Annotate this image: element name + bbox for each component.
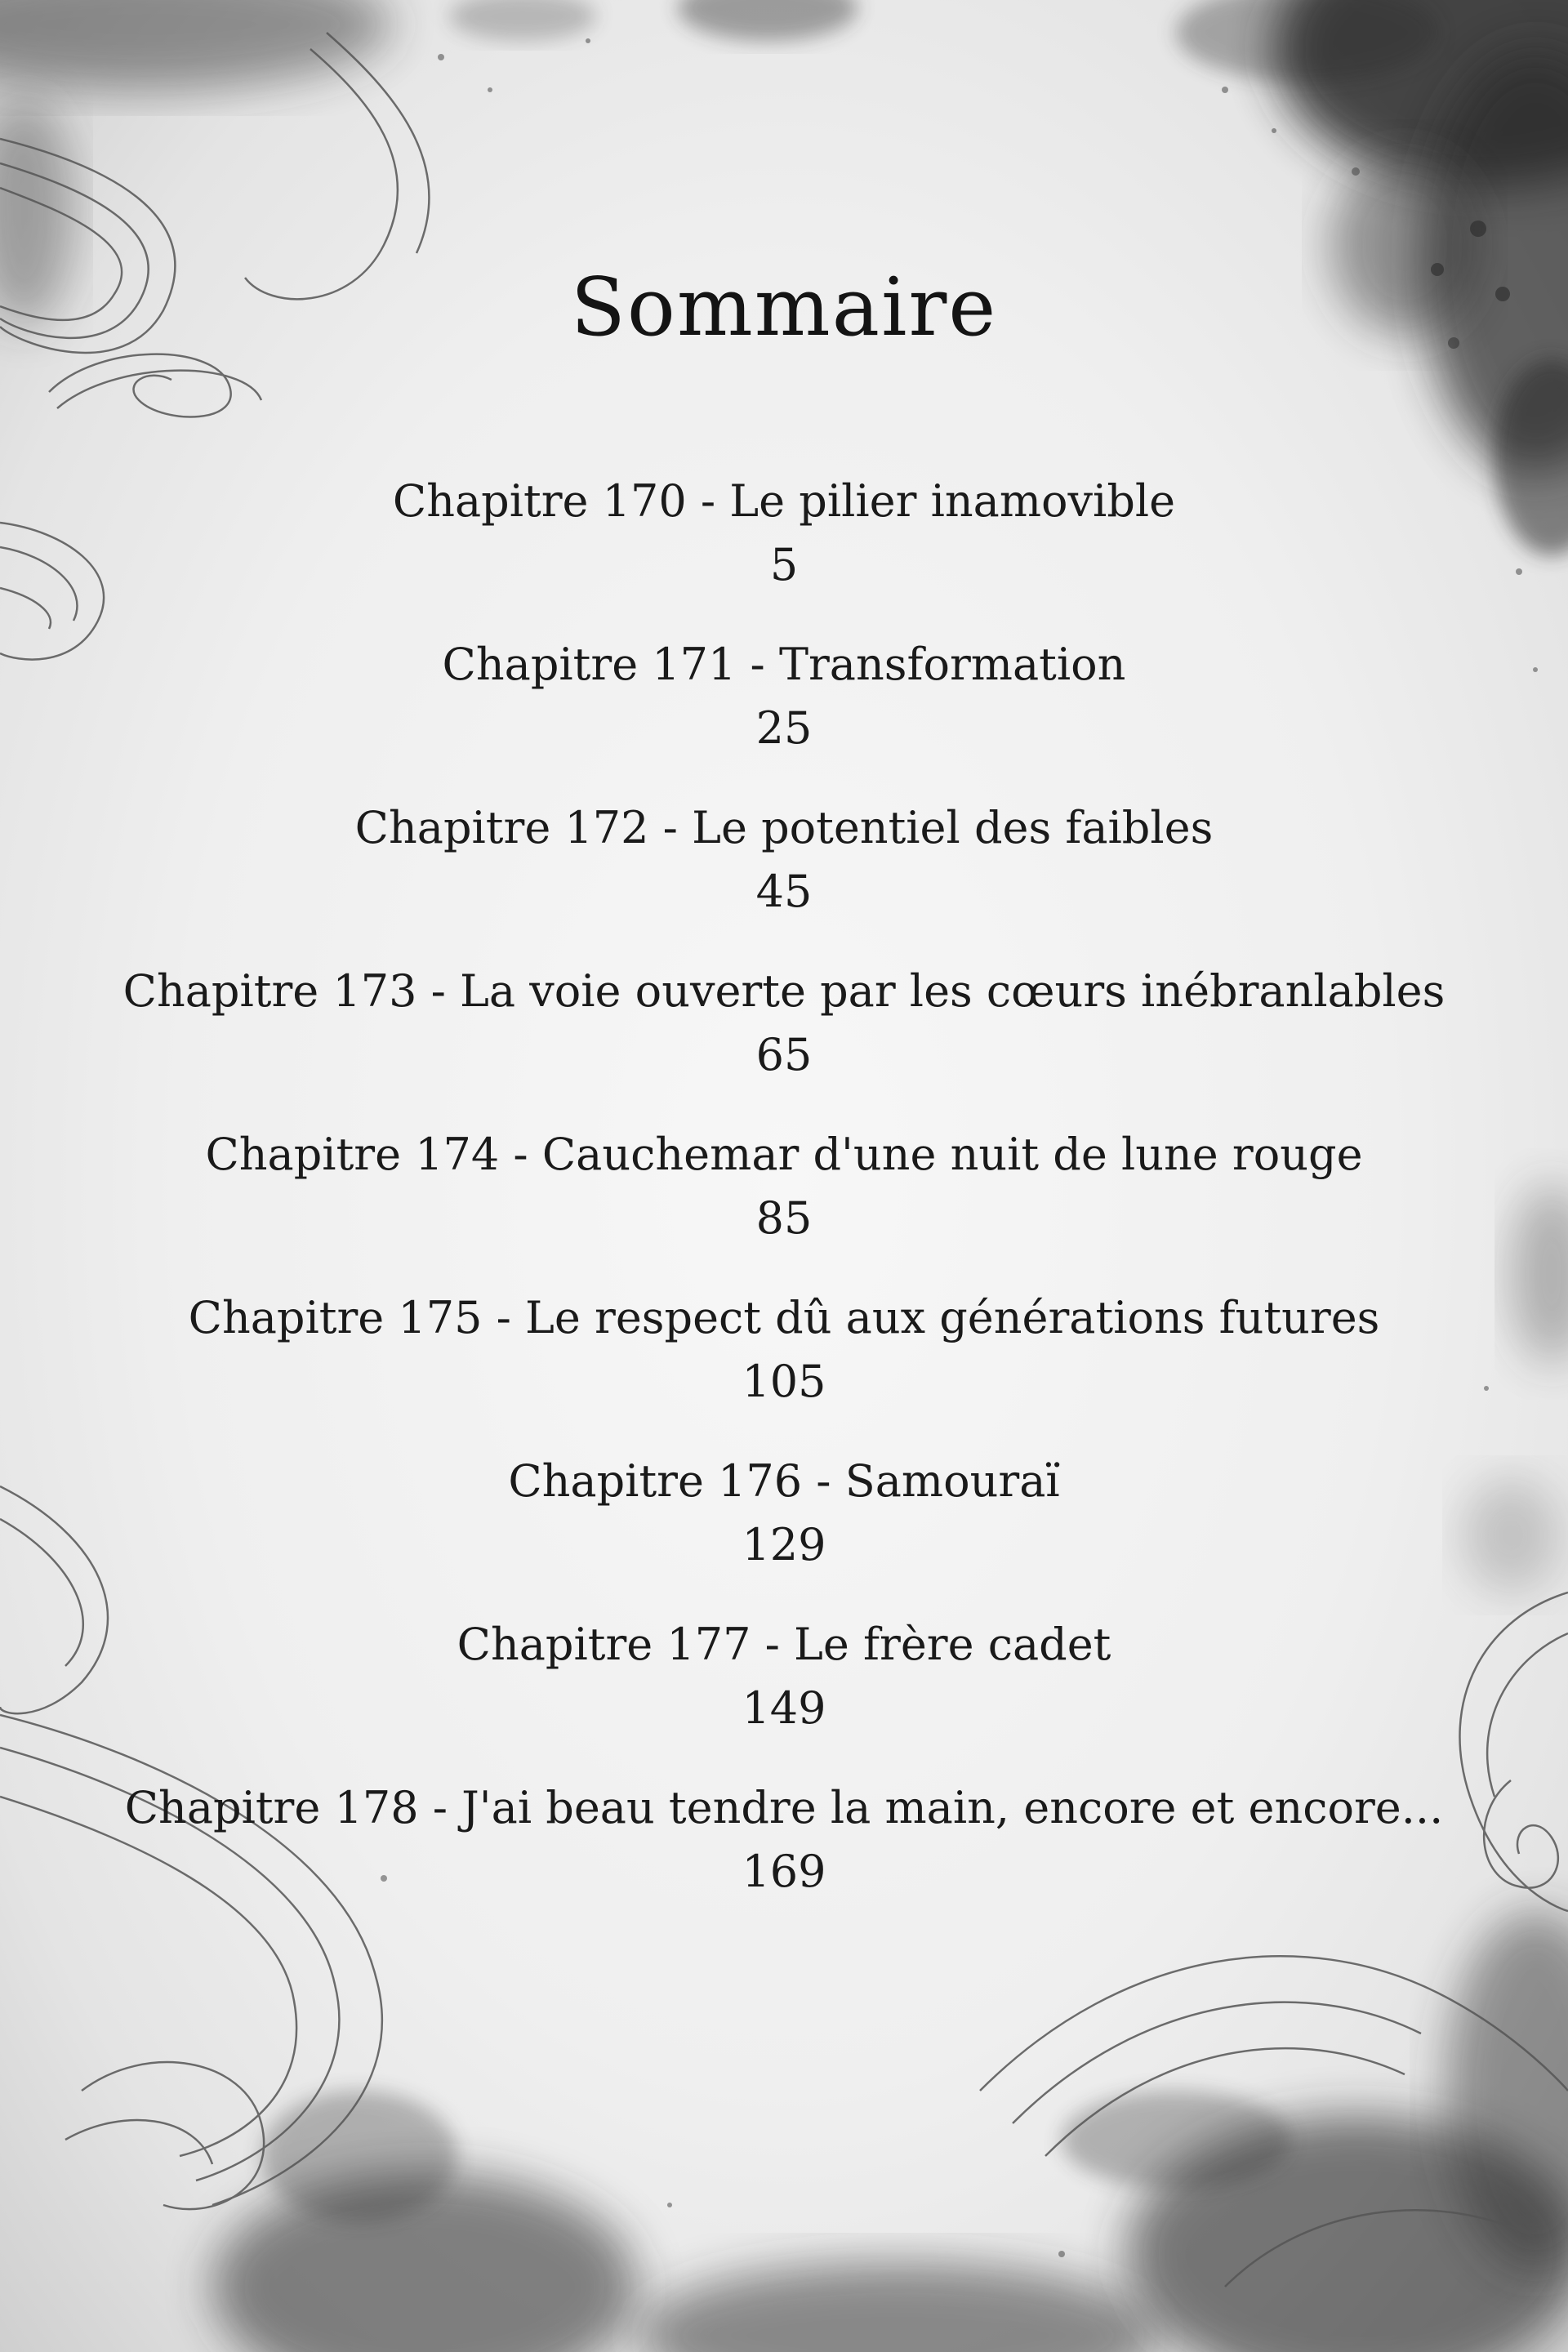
page-title: Sommaire [570, 261, 998, 354]
toc-entry-page-number: 25 [755, 702, 813, 754]
toc-entry-title: Chapitre 174 - Cauchemar d'une nuit de lune rouge [205, 1129, 1363, 1180]
toc-entry-page-number: 65 [755, 1029, 813, 1080]
table-of-contents [0, 470, 1568, 1940]
toc-entry-176[interactable] [0, 1450, 1568, 1613]
toc-entry-page-number: 129 [742, 1519, 826, 1570]
toc-entry-page-number: 85 [755, 1192, 813, 1244]
toc-entry-172[interactable] [0, 796, 1568, 960]
toc-entry-page-number: 169 [742, 1846, 826, 1897]
toc-entry-title: Chapitre 170 - Le pilier inamovible [392, 475, 1176, 527]
toc-entry-title: Chapitre 173 - La voie ouverte par les cœurs inébranlables [122, 965, 1446, 1017]
toc-entry-170[interactable] [0, 470, 1568, 633]
toc-entry-173[interactable] [0, 960, 1568, 1123]
toc-entry-page-number: 105 [742, 1356, 826, 1407]
toc-entry-page-number: 5 [769, 539, 799, 590]
toc-entry-178[interactable] [0, 1776, 1568, 1940]
toc-entry-title: Chapitre 171 - Transformation [442, 639, 1126, 690]
ink-stain-bottom [212, 1911, 1568, 2352]
toc-entry-title: Chapitre 175 - Le respect dû aux générations futures [188, 1292, 1380, 1343]
toc-entry-177[interactable] [0, 1613, 1568, 1776]
toc-entry-174[interactable] [0, 1123, 1568, 1286]
toc-entry-175[interactable] [0, 1286, 1568, 1450]
toc-entry-page-number: 45 [755, 866, 813, 917]
toc-entry-title: Chapitre 176 - Samouraï [508, 1455, 1060, 1507]
toc-entry-171[interactable] [0, 633, 1568, 796]
toc-entry-title: Chapitre 172 - Le potentiel des faibles [354, 802, 1214, 853]
toc-entry-page-number: 149 [742, 1682, 826, 1734]
toc-entry-title: Chapitre 177 - Le frère cadet [457, 1619, 1111, 1670]
toc-entry-title: Chapitre 178 - J'ai beau tendre la main, encore et encore... [124, 1782, 1444, 1833]
